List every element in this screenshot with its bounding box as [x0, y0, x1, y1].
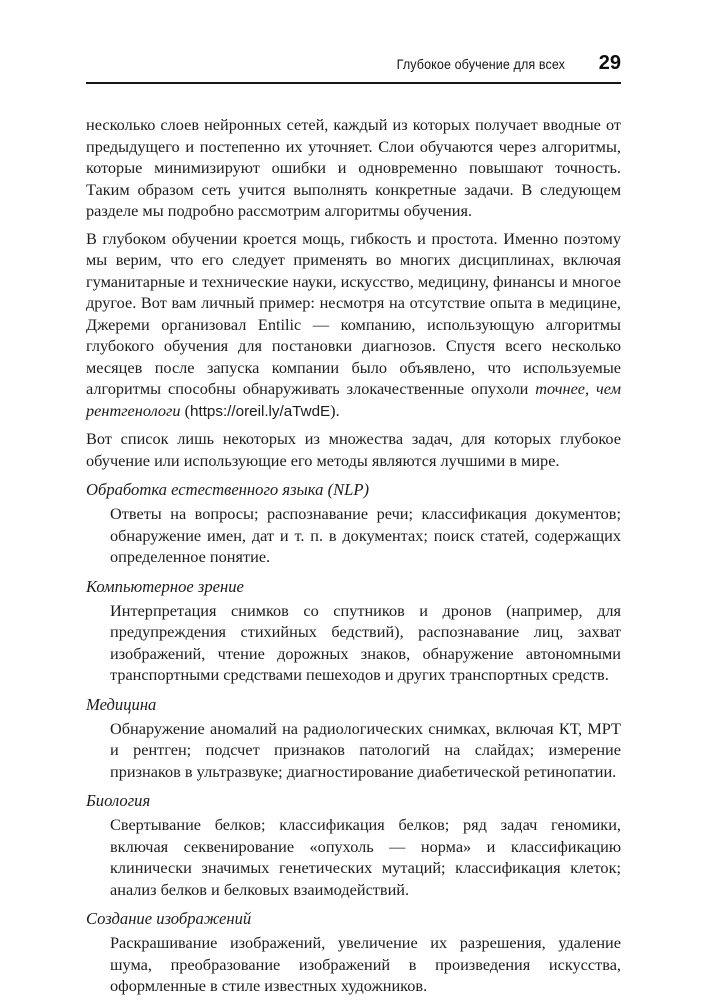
topic-section-image-generation	[86, 908, 621, 997]
header-rule	[86, 82, 621, 84]
topic-body: Интерпретация снимков со спутников и дронов (например, для предупреждения стихийных бедствий), распознавание лиц, захват изображений, чтение дорожных знаков, обнаружение автономными транспортными средствами пешеходов и других транспортных средств.	[110, 600, 621, 684]
page-body	[86, 114, 621, 997]
running-header	[86, 0, 621, 75]
topic-heading: Медицина	[86, 694, 157, 714]
page-content	[86, 0, 621, 997]
paragraph-text: ).	[330, 400, 340, 420]
topic-heading: Создание изображений	[86, 909, 252, 928]
topic-heading: Компьютерное зрение	[86, 576, 244, 596]
topic-heading: Обработка естественного языка (NLP)	[86, 480, 370, 499]
paragraph-task-list-intro: Вот список лишь некоторых из множества задач, для которых глубокое обучение или использующие его методы являются лучшими в мире.	[86, 429, 621, 470]
page-number: 29	[598, 52, 621, 74]
topic-body: Раскрашивание изображений, увеличение их разрешения, удаление шума, преобразование изображений в произведения искусства, оформленные в стиле известных художников.	[110, 933, 621, 995]
topic-section-nlp	[86, 479, 621, 568]
running-title: Глубокое обучение для всех	[396, 57, 565, 72]
emphasis-text: точнее, чем рентгенологи	[86, 379, 621, 420]
topic-section-medicine	[86, 694, 621, 783]
topic-body: Обнаружение аномалий на радиологических снимках, включая КТ, МРТ и рентген; подсчет признаков патологий на слайдах; измерение признаков в ультразвуке; диагностирование диабетической ретинопатии.	[110, 718, 621, 781]
paragraph-text: В глубоком обучении кроется мощь, гибкость и простота. Именно поэтому мы верим, что его следует применять во многих дисциплинах, включая гуманитарные и технические науки, искусство, медицину, финансы и многое другое. Вот вам личный пример: несмотря на отсутствие опыта в медицине, Джереми организовал Entilic — компанию, использующую алгоритмы глубокого обучения для постановки диагнозов. Спустя всего несколько месяцев после запуска компании было объявлено, что используемые алгоритмы способны обнаруживать злокачественные опухоли	[86, 228, 621, 398]
topic-section-computer-vision	[86, 576, 621, 686]
topic-body: Ответы на вопросы; распознавание речи; классификация документов; обнаружение имен, дат и т. п. в документах; поиск статей, содержащих определенное понятие.	[110, 504, 621, 566]
url-text: https://oreil.ly/aTwdE	[190, 402, 331, 420]
topic-section-biology	[86, 790, 621, 900]
topic-body: Свертывание белков; классификация белков; ряд задач геномики, включая секвенирование «опухоль — норма» и классификацию клинически значимых генетических мутаций; классификация клеток; анализ белков и белковых взаимодействий.	[110, 815, 621, 899]
paragraph-network-layers: несколько слоев нейронных сетей, каждый из которых получает вводные от предыдущего и постепенно их уточняет. Слои обучаются через алгоритмы, которые минимизируют ошибки и одновременно повышают точность. Таким образом сеть учится выполнять конкретные задачи. В следующем разделе мы подробно рассмотрим алгоритмы обучения.	[86, 115, 621, 220]
paragraph-deep-learning-power	[86, 228, 621, 423]
paragraph-text: (	[180, 400, 191, 420]
topic-heading: Биология	[86, 791, 151, 810]
